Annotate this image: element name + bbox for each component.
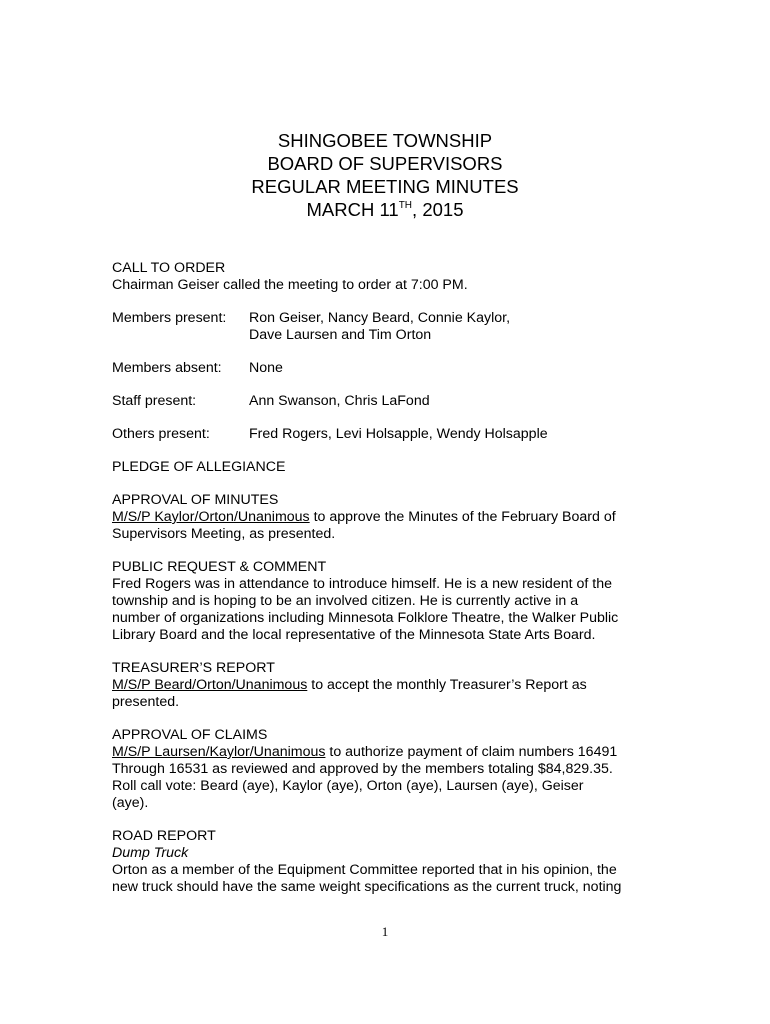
section-approval-of-claims: [112, 727, 672, 812]
members-present-row-continued: [112, 327, 672, 344]
members-absent-value: None: [249, 360, 283, 376]
paragraph-line: Supervisors Meeting, as presented.: [112, 526, 336, 542]
date-year: , 2015: [412, 199, 464, 220]
paragraph-text: Chairman Geiser called the meeting to order at 7:00 PM.: [112, 277, 468, 293]
section-heading: APPROVAL OF MINUTES: [112, 492, 279, 508]
subsection-heading: Dump Truck: [112, 845, 189, 861]
members-present-row: [112, 310, 672, 327]
label-spacer: [112, 327, 249, 344]
section-heading: TREASURER’S REPORT: [112, 660, 275, 676]
date-month-day: MARCH 11: [306, 199, 399, 220]
motion-rest: to authorize payment of claim numbers 16491: [325, 744, 618, 760]
others-present: [112, 426, 672, 443]
title-line-board: BOARD OF SUPERVISORS: [267, 153, 503, 174]
section-approval-of-minutes: [112, 492, 672, 543]
paragraph-line: [112, 744, 672, 761]
section-heading: PLEDGE OF ALLEGIANCE: [112, 459, 286, 475]
motion-rest: to approve the Minutes of the February Board of: [309, 509, 616, 525]
paragraph-line: township and is hoping to be an involved citizen. He is currently active in a: [112, 593, 579, 609]
section-heading: CALL TO ORDER: [112, 260, 226, 276]
members-absent: [112, 360, 672, 377]
title-line-township: SHINGOBEE TOWNSHIP: [277, 130, 493, 151]
section-treasurers-report: [112, 660, 672, 711]
paragraph-line: new truck should have the same weight specifications as the current truck, noting: [112, 879, 622, 895]
motion-rest: to accept the monthly Treasurer’s Report as: [307, 677, 587, 693]
staff-present: [112, 393, 672, 410]
section-pledge: [112, 459, 672, 476]
motion-text: M/S/P Beard/Orton/Unanimous: [112, 677, 308, 693]
motion-text: M/S/P Laursen/Kaylor/Unanimous: [112, 744, 326, 760]
members-present-label: Members present:: [112, 310, 227, 326]
paragraph-line: (aye).: [112, 795, 149, 811]
paragraph-line: Fred Rogers was in attendance to introduce himself. He is a new resident of the: [112, 576, 612, 592]
staff-present-value: Ann Swanson, Chris LaFond: [249, 393, 430, 409]
section-public-request: [112, 559, 672, 644]
others-present-value: Fred Rogers, Levi Holsapple, Wendy Holsapple: [249, 426, 548, 442]
section-road-report: [112, 828, 672, 896]
section-heading: PUBLIC REQUEST & COMMENT: [112, 559, 327, 575]
document-title: [0, 129, 770, 221]
date-ordinal-suffix: TH: [398, 200, 413, 211]
section-heading: ROAD REPORT: [112, 828, 216, 844]
members-present-names-line1: Ron Geiser, Nancy Beard, Connie Kaylor,: [249, 310, 511, 326]
paragraph-line: Roll call vote: Beard (aye), Kaylor (aye), Orton (aye), Laursen (aye), Geiser: [112, 778, 584, 794]
members-present-names-line2: Dave Laursen and Tim Orton: [249, 327, 432, 343]
paragraph-line: presented.: [112, 694, 180, 710]
paragraph-line: Through 16531 as reviewed and approved by the members totaling $84,829.35.: [112, 761, 613, 777]
paragraph-line: [112, 677, 672, 694]
members-absent-label: Members absent:: [112, 360, 222, 376]
staff-present-label: Staff present:: [112, 393, 197, 409]
page-number: 1: [381, 924, 389, 939]
paragraph-line: [112, 509, 672, 526]
others-present-label: Others present:: [112, 426, 210, 442]
members-present: [112, 310, 672, 344]
paragraph-line: Orton as a member of the Equipment Committee reported that in his opinion, the: [112, 862, 617, 878]
paragraph-line: number of organizations including Minnesota Folklore Theatre, the Walker Public: [112, 610, 619, 626]
minutes-body: [112, 260, 672, 912]
section-heading: APPROVAL OF CLAIMS: [112, 727, 268, 743]
title-line-date: [0, 198, 770, 221]
section-call-to-order: [112, 260, 672, 294]
paragraph-line: Library Board and the local representative of the Minnesota State Arts Board.: [112, 627, 596, 643]
title-line-minutes: REGULAR MEETING MINUTES: [251, 176, 519, 197]
motion-text: M/S/P Kaylor/Orton/Unanimous: [112, 509, 310, 525]
